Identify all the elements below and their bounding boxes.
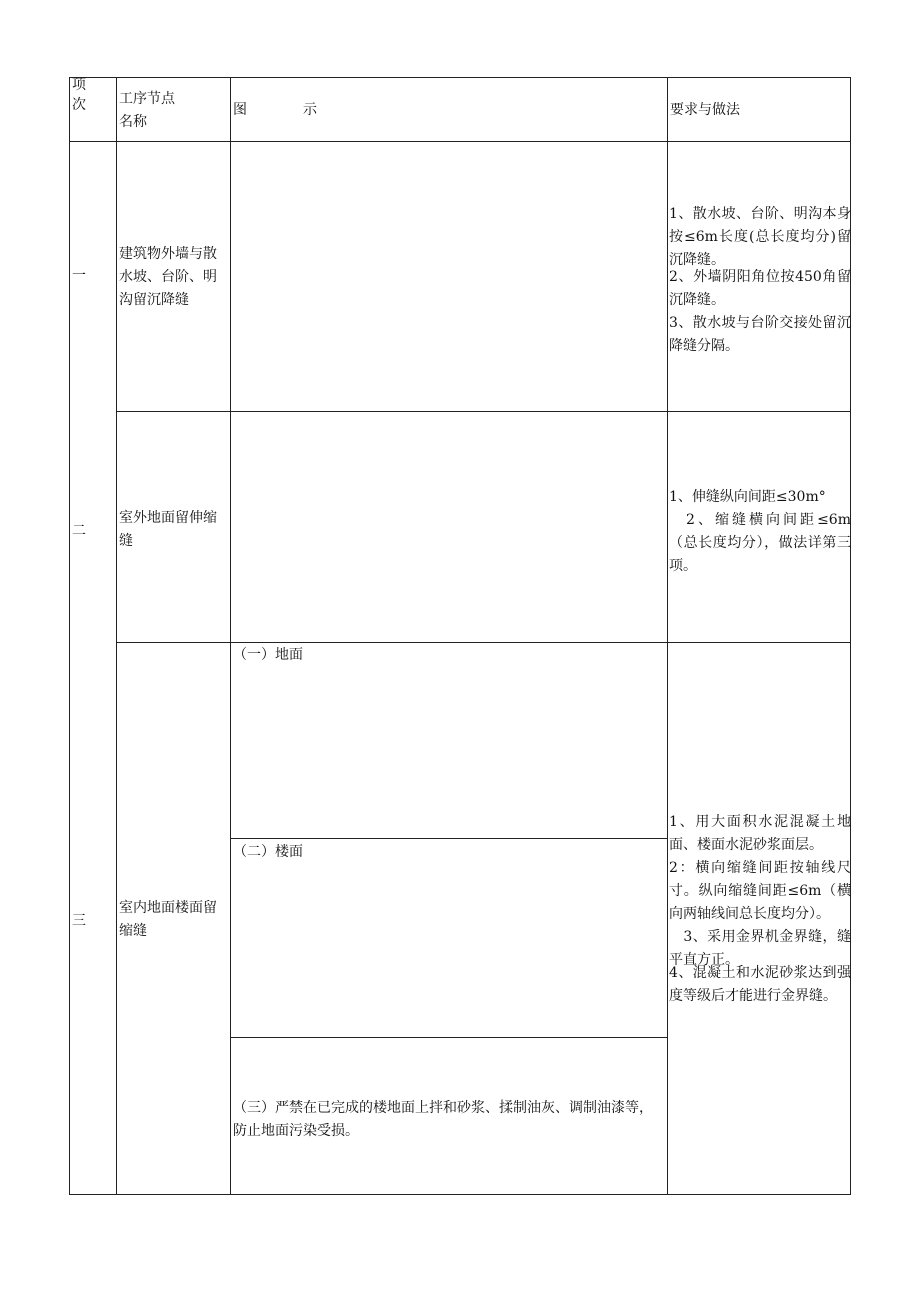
row-2-name: 室外地面留伸缩缝 [119, 510, 217, 549]
header-index: 项次 [72, 77, 86, 113]
row-3-requirement-2: 2：横向缩缝间距按轴线尺寸。纵向缩缝间距≤6m（横向两轴线间总长度均分）。 [669, 860, 851, 922]
row-1-index: 一 [72, 268, 86, 284]
header-name: 工序节点 名称 [119, 91, 175, 130]
table-border-top [69, 77, 851, 78]
row-3-requirement-4: 4、混凝土和水泥砂浆达到强度等级后才能进行金界缝。 [669, 965, 851, 1004]
row-divider-2 [116, 642, 851, 643]
row-1-diagram-area [231, 142, 667, 411]
row-3-requirement-1: 1、用大面积水泥混凝土地面、楼面水泥砂浆面层。 [669, 814, 851, 853]
col-divider-3 [667, 77, 668, 1195]
row-1-requirement-2: 2、外墙阴阳角位按450角留沉降缝。 [669, 269, 851, 308]
row-3-subitem-prohibition: （三）严禁在已完成的楼地面上拌和砂浆、揉制油灰、调制油漆等，防止地面污染受损。 [233, 1100, 653, 1139]
row-3-subitem-ground: （一）地面 [233, 647, 303, 663]
header-diagram: 图 示 [233, 102, 317, 118]
row-2-requirement-2: 2、缩缝横向间距≤6m（总长度均分），做法详第三项。 [669, 512, 851, 574]
row-2-diagram-area [231, 412, 667, 642]
col-divider-1 [116, 77, 117, 1195]
row-3-subitem-floor: （二）楼面 [233, 844, 303, 860]
row-2-requirement-1: 1、伸缝纵向间距≤30m° [669, 489, 826, 505]
table-border-bottom [69, 1194, 851, 1195]
subrow-divider-2 [230, 1037, 668, 1038]
subrow-divider-1 [230, 838, 668, 839]
row-3-name: 室内地面楼面留缩缝 [119, 900, 217, 939]
row-3-index: 三 [72, 913, 86, 929]
row-1-name: 建筑物外墙与散水坡、台阶、明沟留沉降缝 [119, 246, 217, 308]
row-1-requirement-3: 3、散水坡与台阶交接处留沉降缝分隔。 [669, 315, 851, 354]
row-3-requirement-3: 3、采用金界机金界缝，缝平直方正。 [669, 929, 851, 968]
header-requirements: 要求与做法 [670, 102, 740, 118]
table-border-left [69, 77, 70, 1195]
row-2-index: 二 [72, 523, 86, 539]
row-1-requirement-1: 1、散水坡、台阶、明沟本身按≤6m长度(总长度均分)留沉降缝。 [669, 206, 851, 268]
